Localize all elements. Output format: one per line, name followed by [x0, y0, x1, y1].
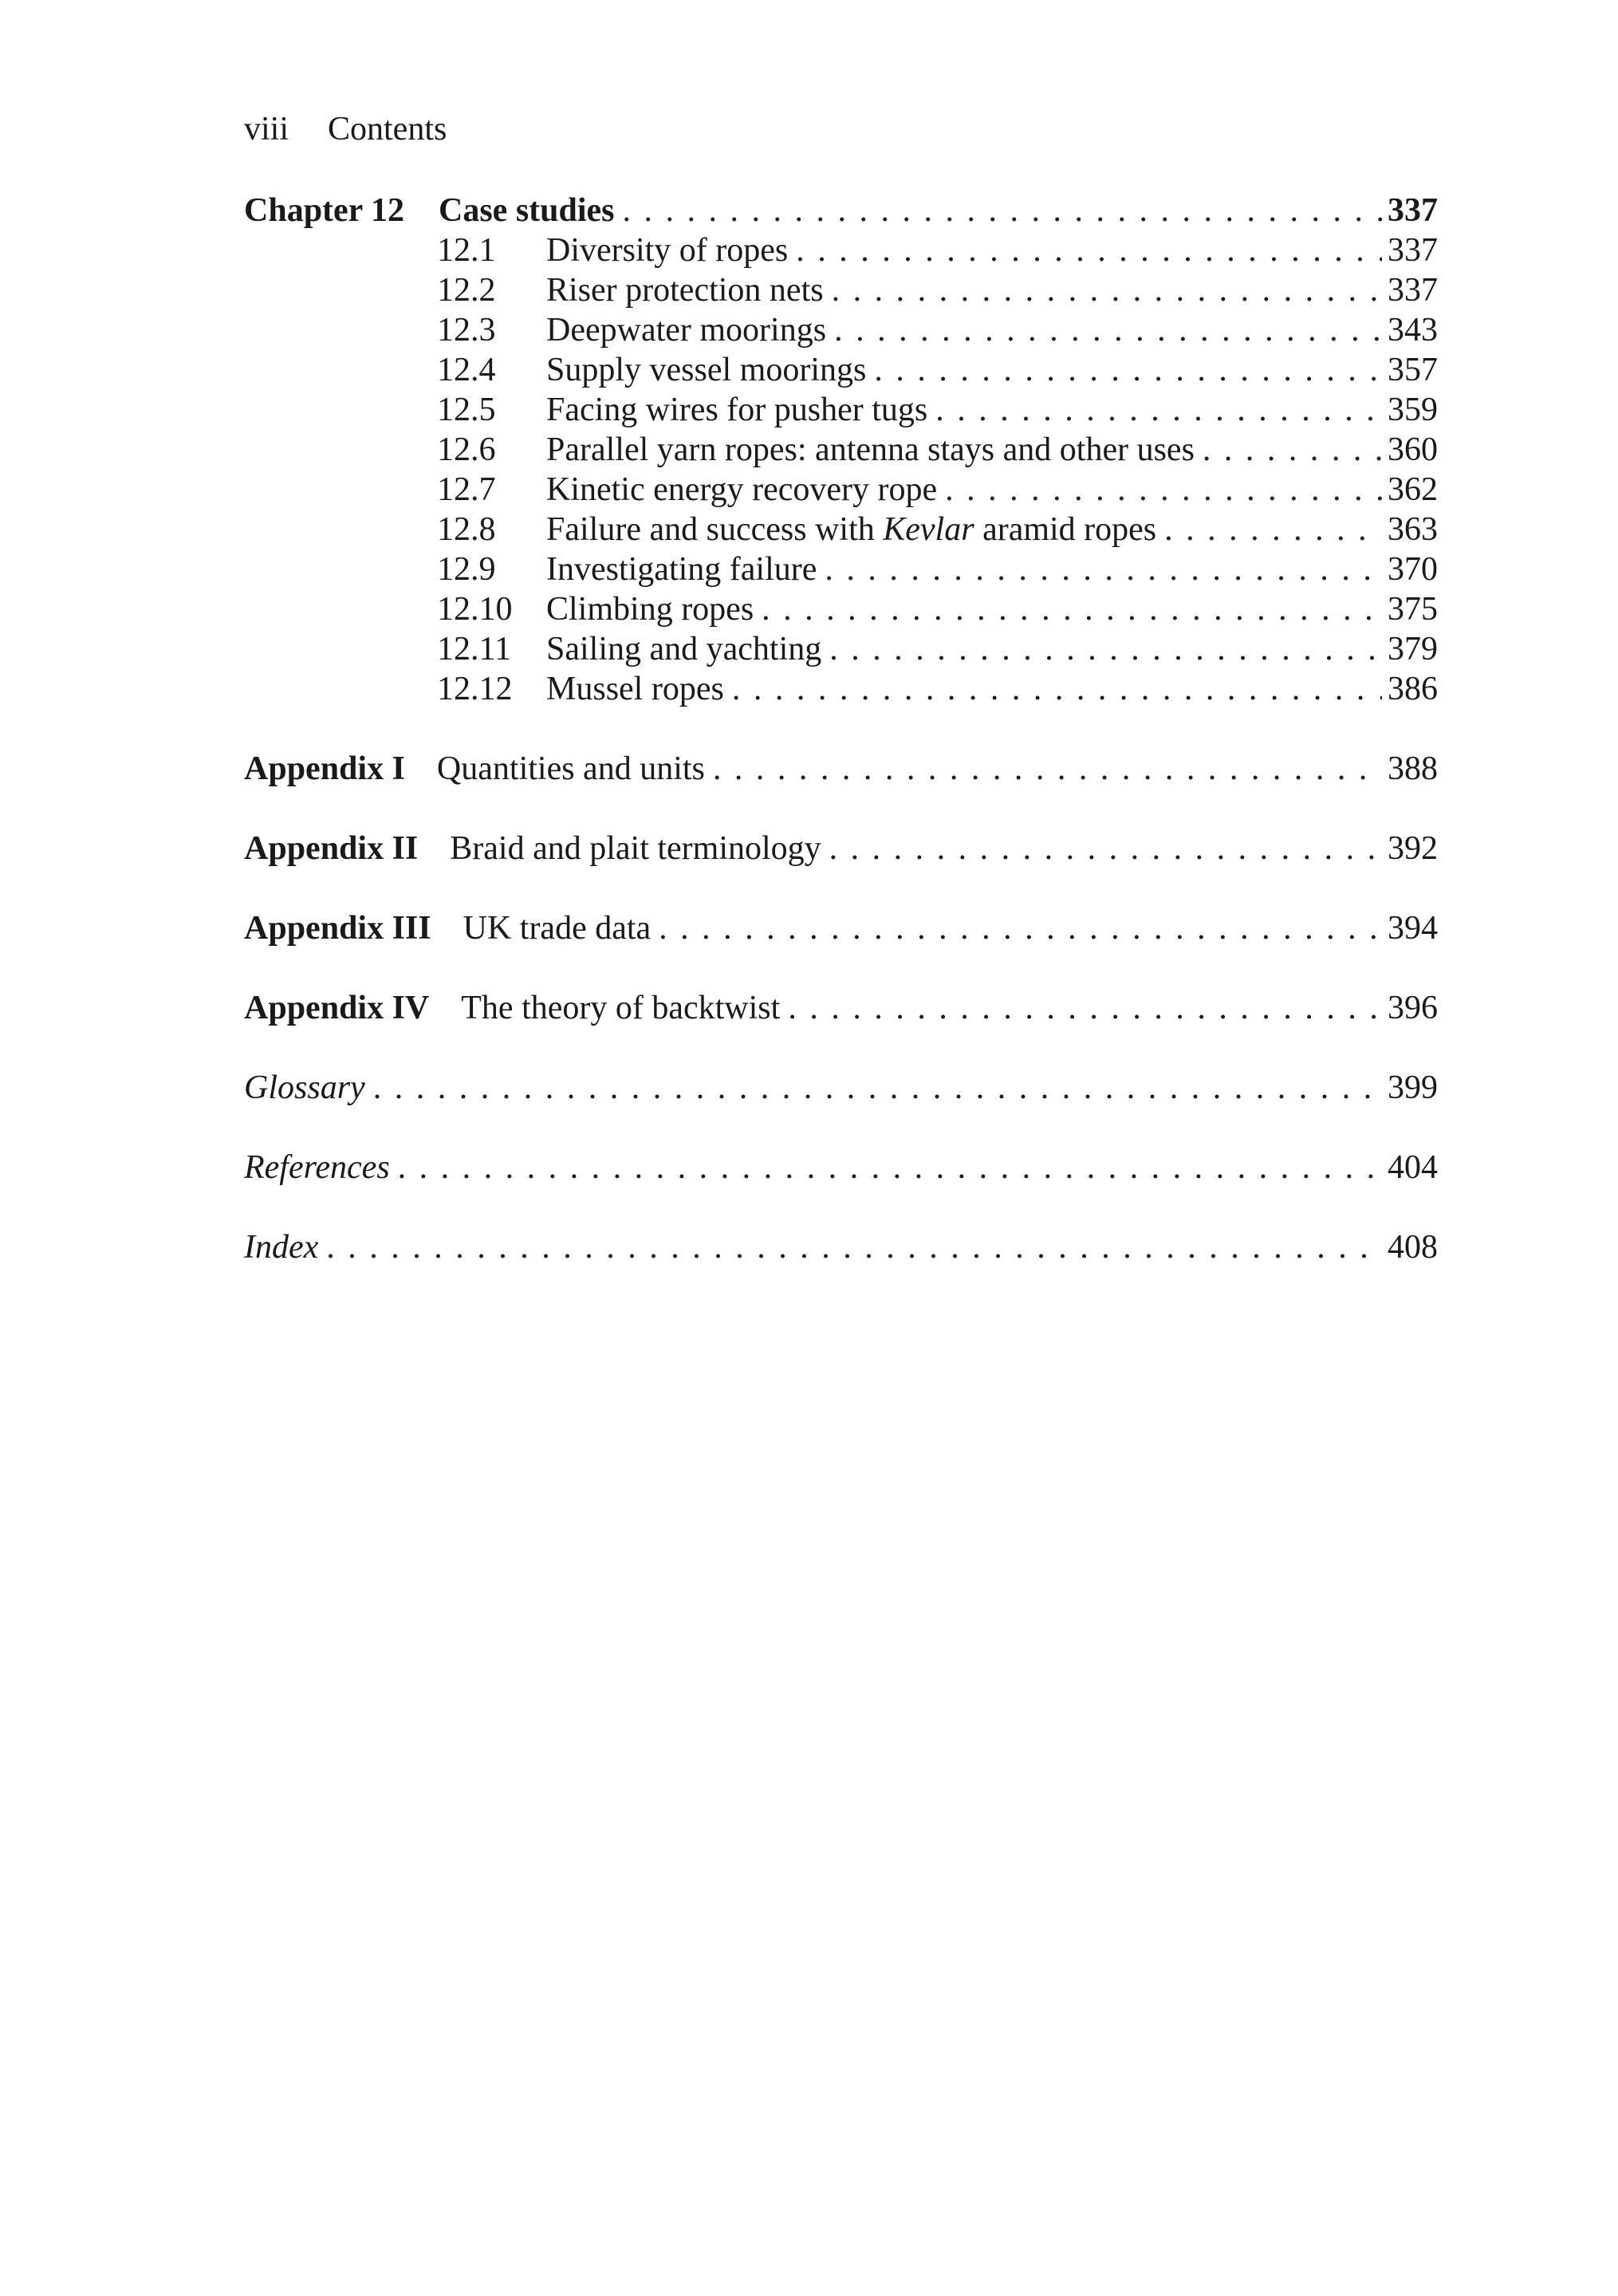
leader-dots	[829, 629, 1382, 669]
leader-dots	[935, 390, 1382, 430]
section-title: Climbing ropes	[546, 591, 754, 628]
leader-dots	[834, 310, 1382, 350]
running-head-title: Contents	[328, 111, 447, 148]
section-number: 12.10	[437, 591, 513, 628]
section-number: 12.6	[437, 431, 496, 468]
appendix-label: Appendix III	[244, 910, 431, 947]
section-page: 363	[1388, 511, 1438, 548]
toc-entry-section[interactable]	[437, 470, 1438, 510]
appendix-title: Braid and plait terminology	[450, 830, 821, 867]
leader-dots	[874, 350, 1382, 390]
toc-entry-section[interactable]	[437, 549, 1438, 589]
leader-dots	[398, 1148, 1382, 1187]
appendix-label: Appendix II	[244, 830, 419, 867]
section-page: 379	[1388, 631, 1438, 668]
appendix-title: UK trade data	[463, 910, 652, 947]
section-title	[546, 510, 1164, 549]
section-page: 337	[1388, 272, 1438, 309]
section-title: Mussel ropes	[546, 671, 724, 707]
section-page: 337	[1388, 232, 1438, 269]
leader-dots	[832, 270, 1382, 310]
toc-entry-section[interactable]	[437, 430, 1438, 470]
section-title-part: Failure and success with	[546, 511, 884, 548]
chapter-title: Case studies	[439, 192, 615, 229]
section-title: Diversity of ropes	[546, 232, 789, 269]
toc-entry-section[interactable]	[437, 589, 1438, 629]
section-page: 359	[1388, 392, 1438, 428]
appendix-label: Appendix IV	[244, 990, 430, 1026]
section-title: Supply vessel moorings	[546, 352, 867, 388]
section-title: Deepwater moorings	[546, 312, 827, 349]
backmatter-page: 404	[1388, 1149, 1438, 1186]
leader-dots	[825, 549, 1382, 589]
section-page: 362	[1388, 471, 1438, 508]
section-number: 12.2	[437, 272, 496, 309]
toc-entry-section[interactable]	[437, 390, 1438, 430]
toc-entry-section[interactable]	[437, 350, 1438, 390]
backmatter-title: References	[244, 1149, 390, 1186]
leader-dots	[945, 470, 1382, 510]
leader-dots	[373, 1068, 1382, 1108]
section-number: 12.12	[437, 671, 513, 707]
appendix-page: 388	[1388, 750, 1438, 787]
toc-entry-appendix[interactable]	[244, 908, 1438, 948]
leader-dots	[659, 908, 1382, 948]
leader-dots	[713, 749, 1382, 789]
leader-dots	[326, 1227, 1382, 1267]
section-title-italic: Kevlar	[883, 511, 974, 548]
leader-dots	[762, 589, 1382, 629]
page-folio: viii	[244, 111, 289, 148]
toc-entry-index[interactable]	[244, 1227, 1438, 1267]
section-title: Investigating failure	[546, 551, 817, 588]
leader-dots	[788, 988, 1382, 1028]
section-number: 12.11	[437, 631, 511, 668]
section-page: 360	[1388, 431, 1438, 468]
section-title: Sailing and yachting	[546, 631, 822, 668]
section-number: 12.4	[437, 352, 496, 388]
appendix-title: The theory of backtwist	[461, 990, 781, 1026]
section-page: 375	[1388, 591, 1438, 628]
section-number: 12.7	[437, 471, 496, 508]
leader-dots	[732, 669, 1382, 709]
chapter-page: 337	[1388, 192, 1438, 229]
toc-entry-appendix[interactable]	[244, 829, 1438, 868]
toc-entry-section[interactable]	[437, 669, 1438, 709]
section-title-part: aramid ropes	[974, 511, 1157, 548]
section-title: Facing wires for pusher tugs	[546, 392, 928, 428]
toc-entry-appendix[interactable]	[244, 988, 1438, 1028]
toc-entry-section[interactable]	[437, 629, 1438, 669]
appendix-label: Appendix I	[244, 750, 405, 787]
leader-dots	[1203, 430, 1382, 470]
toc-entry-chapter[interactable]	[244, 191, 1438, 230]
toc-entry-appendix[interactable]	[244, 749, 1438, 789]
section-page: 370	[1388, 551, 1438, 588]
section-title: Kinetic energy recovery rope	[546, 471, 938, 508]
backmatter-title: Glossary	[244, 1069, 365, 1106]
appendix-page: 394	[1388, 910, 1438, 947]
backmatter-page: 408	[1388, 1229, 1438, 1266]
section-number: 12.5	[437, 392, 496, 428]
appendix-page: 396	[1388, 990, 1438, 1026]
section-page: 343	[1388, 312, 1438, 349]
toc-entry-section[interactable]	[437, 230, 1438, 270]
section-page: 386	[1388, 671, 1438, 707]
toc-entry-references[interactable]	[244, 1148, 1438, 1187]
leader-dots	[623, 191, 1382, 230]
section-page: 357	[1388, 352, 1438, 388]
toc-entry-section[interactable]	[437, 510, 1438, 549]
section-number: 12.9	[437, 551, 496, 588]
appendix-page: 392	[1388, 830, 1438, 867]
section-number: 12.1	[437, 232, 496, 269]
leader-dots	[829, 829, 1382, 868]
toc-entry-section[interactable]	[437, 270, 1438, 310]
section-title: Riser protection nets	[546, 272, 824, 309]
backmatter-title: Index	[244, 1229, 319, 1266]
section-number: 12.3	[437, 312, 496, 349]
toc-entry-section[interactable]	[437, 310, 1438, 350]
section-number: 12.8	[437, 511, 496, 548]
appendix-title: Quantities and units	[436, 750, 705, 787]
toc-entry-glossary[interactable]	[244, 1068, 1438, 1108]
backmatter-page: 399	[1388, 1069, 1438, 1106]
section-title: Parallel yarn ropes: antenna stays and other uses	[546, 431, 1195, 468]
running-head	[244, 105, 447, 153]
chapter-label: Chapter 12	[244, 192, 405, 229]
leader-dots	[796, 230, 1382, 270]
leader-dots	[1164, 510, 1382, 549]
